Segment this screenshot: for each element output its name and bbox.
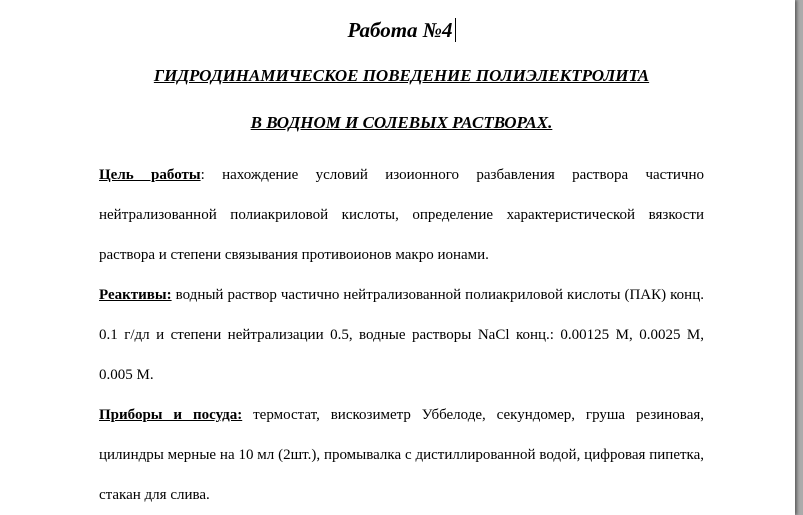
paragraph-lead: Приборы и посуда: xyxy=(99,407,243,423)
document-body[interactable] xyxy=(99,12,704,515)
document-title xyxy=(99,12,704,48)
heading-line-2: В ВОДНОМ И СОЛЕВЫХ РАСТВОРАХ. xyxy=(250,113,553,132)
text-cursor xyxy=(455,18,456,42)
paragraph-text: термостат, вискозиметр Уббелоде, секундомер, груша резиновая, цилиндры мерные на 10 мл (2шт.), промывалка с дистиллированной водой, цифровая пипетка, стакан для слива. xyxy=(99,407,704,503)
paragraph-lead: Цель работы xyxy=(99,167,201,183)
paragraph-reagents xyxy=(99,275,704,395)
paragraph-goal xyxy=(99,155,704,275)
paragraph-equipment xyxy=(99,395,704,515)
paragraph-lead: Реактивы: xyxy=(99,287,172,303)
heading-line-1: ГИДРОДИНАМИЧЕСКОЕ ПОВЕДЕНИЕ ПОЛИЭЛЕКТРОЛИТА xyxy=(153,66,650,85)
paragraph-text: : нахождение условий изоионного разбавления раствора частично нейтрализованной полиакриловой кислоты, определение характеристической вязкости раствора и степени связывания противоионов макро ионами. xyxy=(99,167,704,263)
paragraph-text: водный раствор частично нейтрализованной полиакриловой кислоты (ПАК) конц. 0.1 г/дл и степени нейтрализации 0.5, водные растворы NaCl конц.: 0.00125 М, 0.0025 М, 0.005 М. xyxy=(99,287,704,383)
title-text: Работа №4 xyxy=(347,18,453,42)
